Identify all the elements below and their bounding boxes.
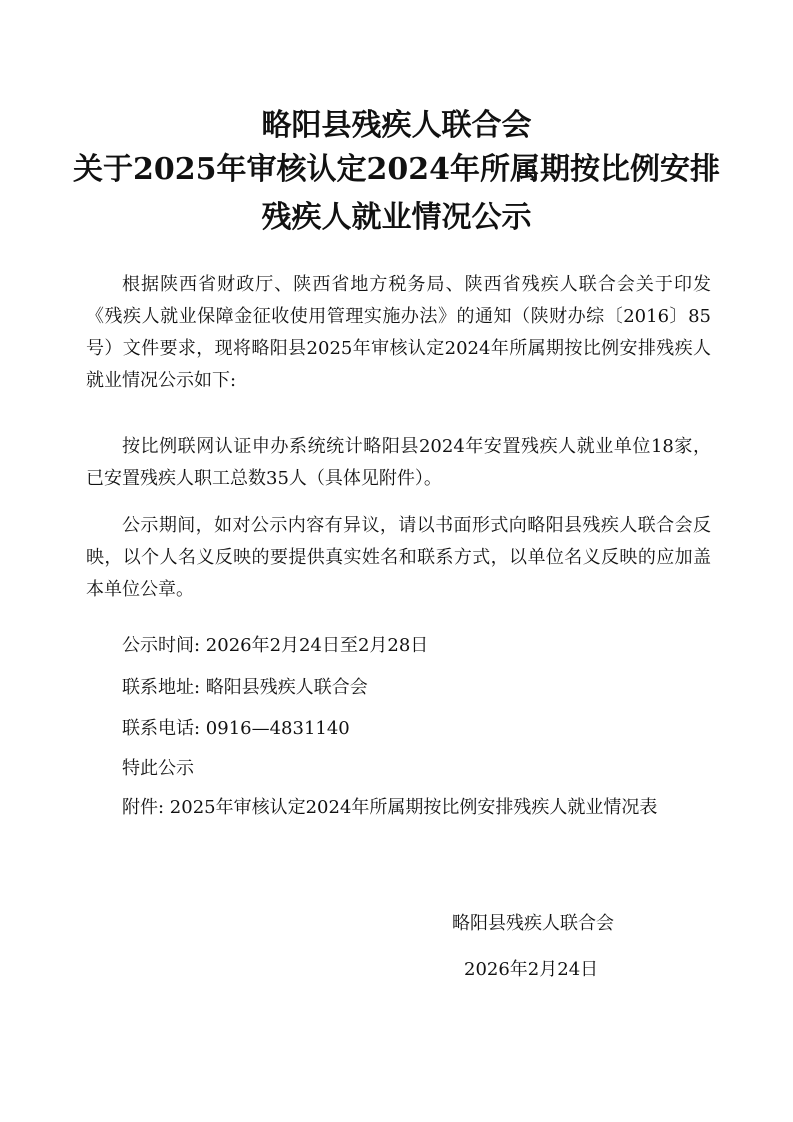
- signature-organization: 略阳县残疾人联合会: [452, 913, 614, 934]
- special-notice: 特此公示: [122, 758, 194, 779]
- paragraph-statistics: 按比例联网认证申办系统统计略阳县2024年安置残疾人就业单位18家，已安置残疾人职工总数35人（具体见附件）。: [86, 436, 711, 489]
- contact-address: 联系地址: 略阳县残疾人联合会: [122, 677, 368, 698]
- title-line-3: 残疾人就业情况公示: [261, 200, 532, 235]
- title-line-1: 略阳县残疾人联合会: [261, 108, 532, 143]
- attachment-note: 附件: 2025年审核认定2024年所属期按比例安排残疾人就业情况表: [122, 797, 658, 818]
- paragraph-objection: 公示期间，如对公示内容有异议，请以书面形式向略阳县残疾人联合会反映，以个人名义反映的要提供真实姓名和联系方式，以单位名义反映的应加盖本单位公章。: [86, 515, 711, 600]
- contact-phone: 联系电话: 0916—4831140: [122, 718, 350, 739]
- paragraph-basis: 根据陕西省财政厅、陕西省地方税务局、陕西省残疾人联合会关于印发《残疾人就业保障金征收使用管理实施办法》的通知（陕财办综〔2016〕85号）文件要求，现将略阳县2025年审核认定2024年所属期按比例安排残疾人就业情况公示如下:: [86, 274, 711, 391]
- signature-date: 2026年2月24日: [464, 959, 599, 980]
- title-line-2: 关于2025年审核认定2024年所属期按比例安排: [73, 152, 720, 187]
- notice-period: 公示时间: 2026年2月24日至2月28日: [122, 635, 429, 656]
